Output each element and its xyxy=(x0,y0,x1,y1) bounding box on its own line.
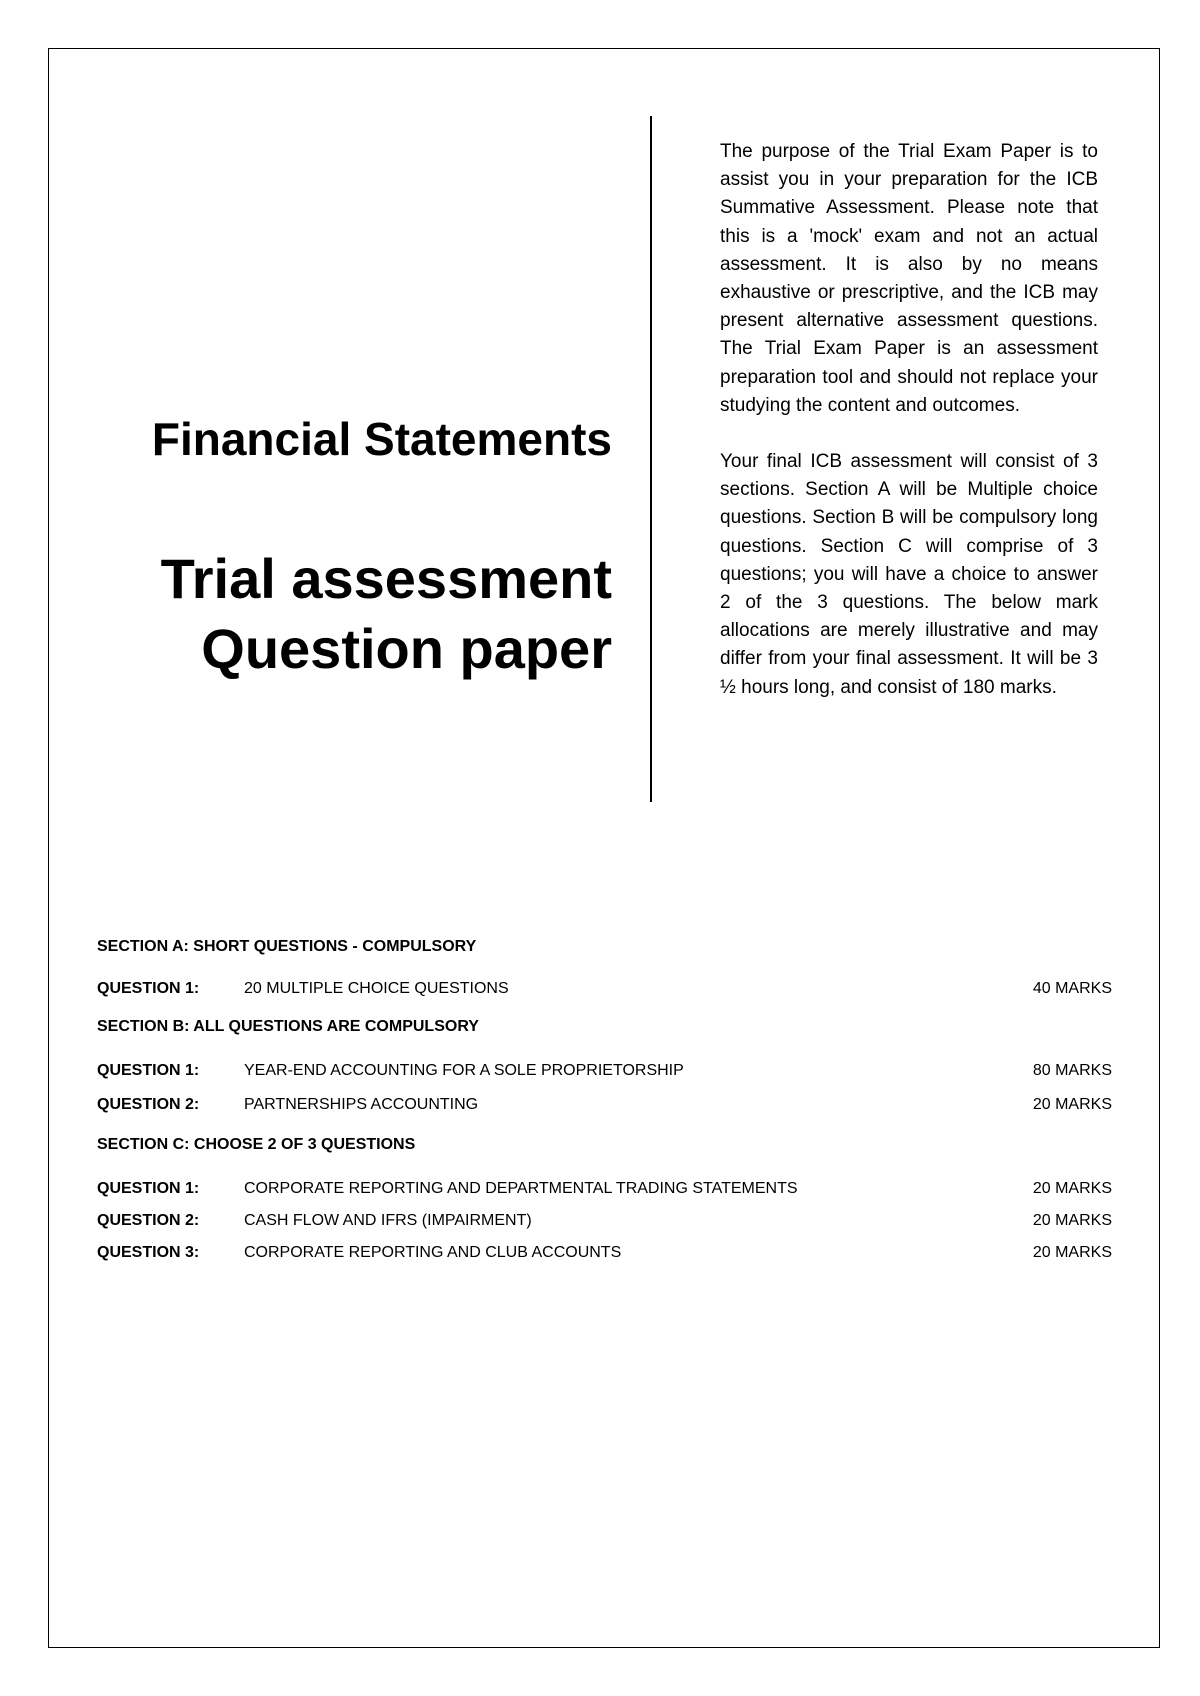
section-c-heading: SECTION C: CHOOSE 2 OF 3 QUESTIONS xyxy=(97,1136,416,1153)
question-title: PARTNERSHIPS ACCOUNTING xyxy=(244,1096,479,1113)
question-title: YEAR-END ACCOUNTING FOR A SOLE PROPRIETORSHIP xyxy=(244,1062,684,1079)
document-title-line-2: Question paper xyxy=(201,617,612,680)
section-b-question-1 xyxy=(97,1059,1112,1083)
vertical-divider xyxy=(650,116,652,802)
question-label: QUESTION 1: xyxy=(97,1180,200,1197)
intro-paragraph-1: The purpose of the Trial Exam Paper is to assist you in your preparation for the ICB Summative Assessment. Please note that this is a 'mock' exam and not an actual assessment. It is also by no means exhaustive or prescriptive, and the ICB may present alternative assessment questions. The Trial Exam Paper is an assessment preparation tool and should not replace your studying the content and outcomes. xyxy=(720,141,1098,416)
question-label: QUESTION 1: xyxy=(97,1062,200,1079)
title-block xyxy=(12,412,612,684)
question-label: QUESTION 3: xyxy=(97,1244,200,1261)
question-marks: 80 MARKS xyxy=(1032,1062,1112,1079)
question-title: CORPORATE REPORTING AND CLUB ACCOUNTS xyxy=(244,1244,622,1261)
section-a-question-1 xyxy=(97,977,1112,1001)
question-summary xyxy=(97,935,1112,1265)
question-marks: 40 MARKS xyxy=(1032,980,1112,997)
document-title-line-1: Trial assessment xyxy=(160,547,612,610)
intro-paragraph-2: Your final ICB assessment will consist of 3 sections. Section A will be Multiple choice questions. Section B will be compulsory long questions. Section C will comprise of 3 questions; you will have a choice to answer 2 of the 3 questions. The below mark allocations are merely illustrative and may differ from your final assessment. It will be 3 ½ hours long, and consist of 180 marks. xyxy=(720,451,1098,698)
intro-text xyxy=(720,138,1098,730)
question-marks: 20 MARKS xyxy=(1032,1244,1112,1261)
question-label: QUESTION 1: xyxy=(97,980,200,997)
question-title: 20 MULTIPLE CHOICE QUESTIONS xyxy=(244,980,509,997)
document-title xyxy=(12,544,612,684)
subject-title: Financial Statements xyxy=(151,413,612,465)
question-marks: 20 MARKS xyxy=(1032,1212,1112,1229)
question-title: CORPORATE REPORTING AND DEPARTMENTAL TRADING STATEMENTS xyxy=(244,1180,798,1197)
section-a-heading: SECTION A: SHORT QUESTIONS - COMPULSORY xyxy=(97,938,477,955)
section-b-question-2 xyxy=(97,1093,1112,1117)
question-marks: 20 MARKS xyxy=(1032,1180,1112,1197)
section-c-question-2 xyxy=(97,1209,1112,1233)
question-label: QUESTION 2: xyxy=(97,1212,200,1229)
section-c-question-1 xyxy=(97,1177,1112,1201)
question-marks: 20 MARKS xyxy=(1032,1096,1112,1113)
question-label: QUESTION 2: xyxy=(97,1096,200,1113)
section-c-question-3 xyxy=(97,1241,1112,1265)
section-b-heading: SECTION B: ALL QUESTIONS ARE COMPULSORY xyxy=(97,1018,479,1035)
question-title: CASH FLOW AND IFRS (IMPAIRMENT) xyxy=(244,1212,532,1229)
